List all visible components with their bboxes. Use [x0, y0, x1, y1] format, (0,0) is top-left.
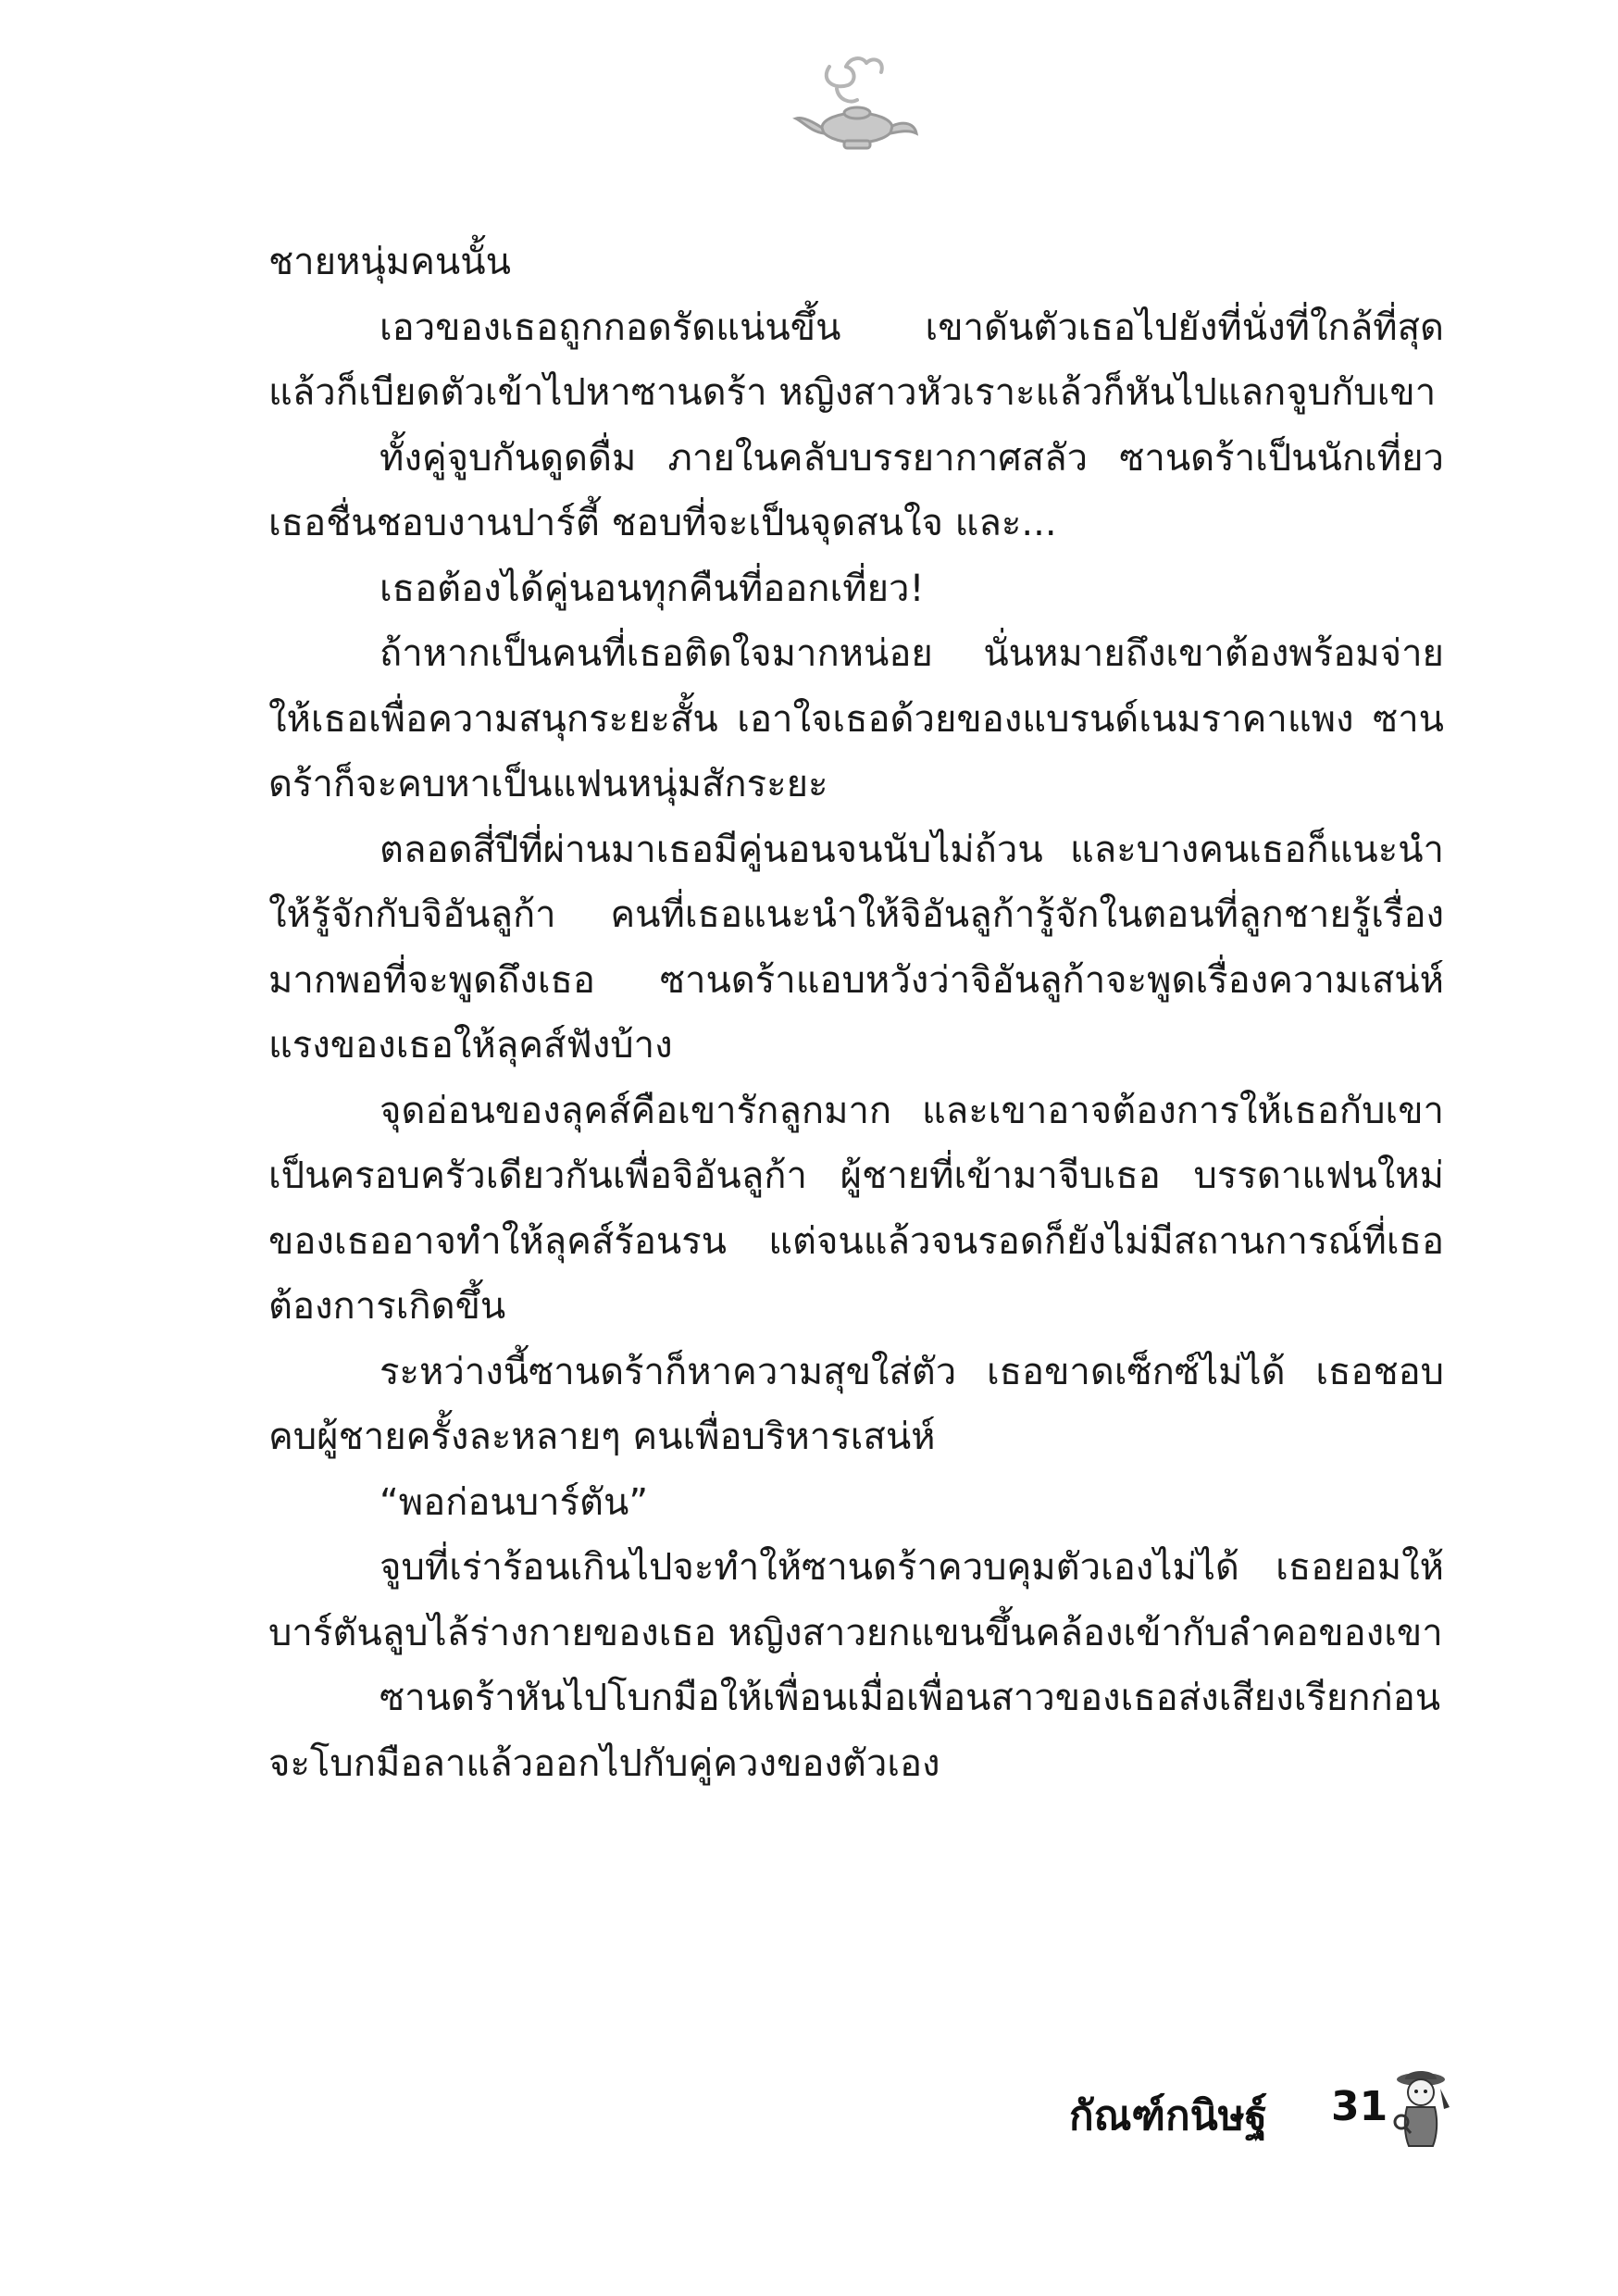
author-name: กัณฑ์กนิษฐ์ [1069, 2092, 1267, 2140]
body-text [268, 230, 1444, 1796]
paragraph-10: จูบที่เร่าร้อนเกินไปจะทำให้ซานดร้าควบคุมตัวเองไม่ได้ เธอยอมให้บาร์ตันลูบไล้ร่างกายของเธอ หญิงสาวยกแขนขึ้นคล้องเข้ากับลำคอของเขา [268, 1546, 1444, 1654]
paragraph-11: ซานดร้าหันไปโบกมือให้เพื่อนเมื่อเพื่อนสาวของเธอส่งเสียงเรียกก่อนจะโบกมือลาแล้วออกไปกับคู่ควงของตัวเอง [268, 1677, 1441, 1785]
paragraph-4: เธอต้องได้คู่นอนทุกคืนที่ออกเที่ยว! [380, 567, 925, 610]
paragraph-3: ทั้งคู่จูบกันดูดดื่ม ภายในคลับบรรยากาศสลัว ซานดร้าเป็นนักเที่ยว เธอชื่นชอบงานปาร์ตี้ ชอบที่จะเป็นจุดสนใจ และ... [268, 436, 1444, 544]
paragraph-2: เอวของเธอถูกกอดรัดแน่นขึ้น เขาดันตัวเธอไปยังที่นั่งที่ใกล้ที่สุด แล้วก็เบียดตัวเข้าไปหาซานดร้า หญิงสาวหัวเราะแล้วก็หันไปแลกจูบกับเขา [268, 306, 1444, 414]
paragraph-6: ตลอดสี่ปีที่ผ่านมาเธอมีคู่นอนจนนับไม่ถ้วน และบางคนเธอก็แนะนำให้รู้จักกับจิอันลูก้า คนที่เธอแนะนำให้จิอันลูก้ารู้จักในตอนที่ลูกชายรู้เรื่องมากพอที่จะพูดถึงเธอ ซานดร้าแอบหวังว่าจิอันลูก้าจะพูดเรื่องความเสน่ห์แรงของเธอให้ลุคส์ฟังบ้าง [268, 828, 1444, 1067]
paragraph-7: จุดอ่อนของลุคส์คือเขารักลูกมาก และเขาอาจต้องการให้เธอกับเขาเป็นครอบครัวเดียวกันเพื่อจิอันลูก้า ผู้ชายที่เข้ามาจีบเธอ บรรดาแฟนใหม่ของเธออาจทำให้ลุคส์ร้อนรน แต่จนแล้วจนรอดก็ยังไม่มีสถานการณ์ที่เธอต้องการเกิดขึ้น [268, 1089, 1444, 1328]
page-number: 31 [1331, 2083, 1388, 2130]
paragraph-9: “พอก่อนบาร์ตัน” [380, 1480, 649, 1524]
magic-lamp-icon [792, 48, 922, 159]
paragraph-8: ระหว่างนี้ซานดร้าก็หาความสุขใส่ตัว เธอขาดเซ็กซ์ไม่ได้ เธอชอบคบผู้ชายครั้งละหลายๆ คนเพื่อบริหารเสน่ห์ [268, 1350, 1444, 1458]
paragraph-5: ถ้าหากเป็นคนที่เธอติดใจมากหน่อย นั่นหมายถึงเขาต้องพร้อมจ่ายให้เธอเพื่อความสนุกระยะสั้น เอาใจเธอด้วยของแบรนด์เนมราคาแพง ซานดร้าก็จะคบหาเป็นแฟนหนุ่มสักระยะ [268, 632, 1444, 805]
detective-icon [1388, 2066, 1453, 2150]
paragraph-1: ชายหนุ่มคนนั้น [268, 241, 511, 283]
